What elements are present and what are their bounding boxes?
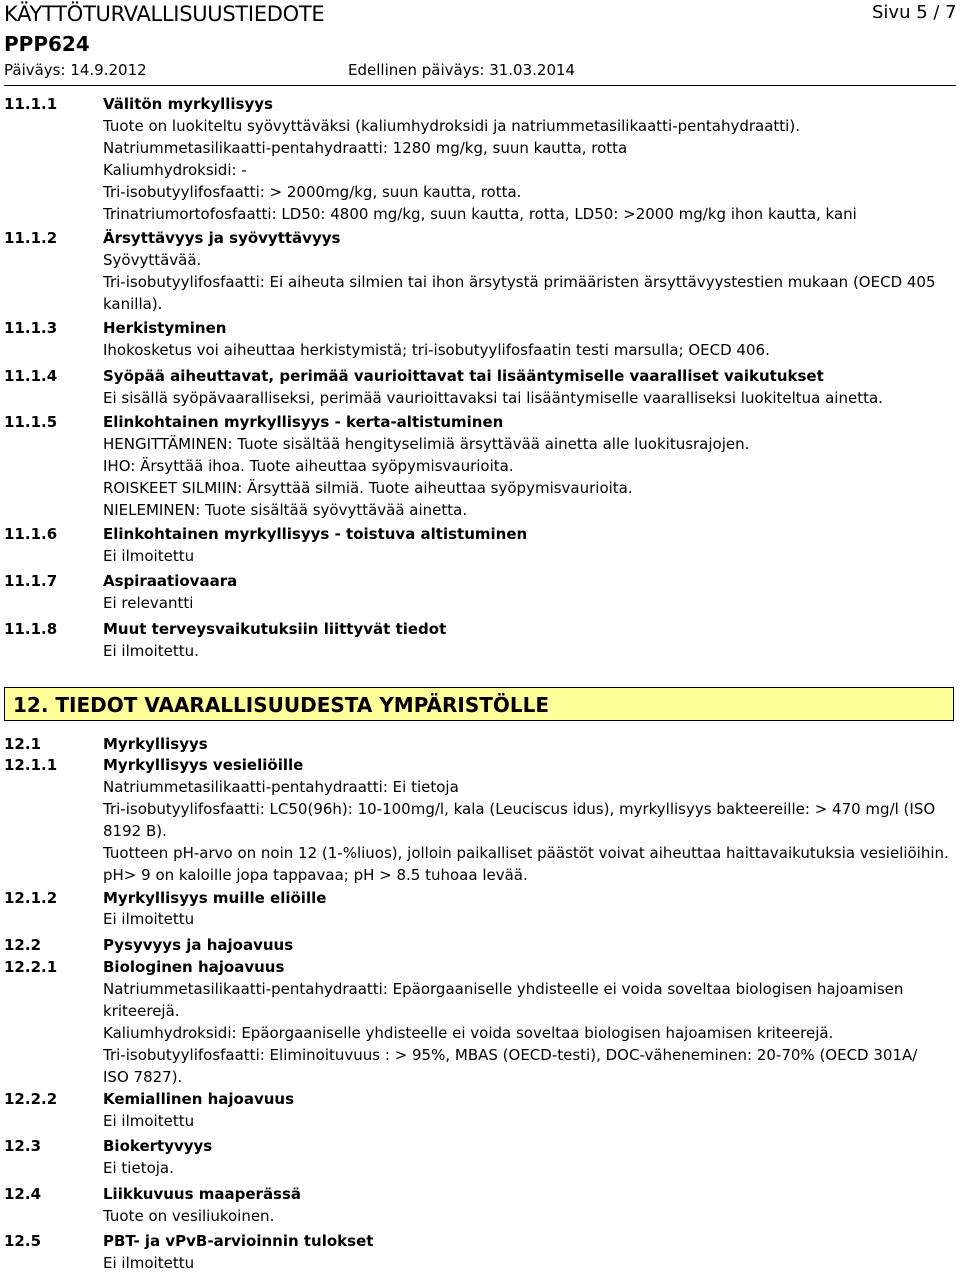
body-text-line: Natriummetasilikaatti-pentahydraatti: Ei tietoja [103, 778, 459, 796]
section-number: 11.1.5 [4, 413, 58, 431]
body-text-line: Tri-isobutyylifosfaatti: > 2000mg/kg, suun kautta, rotta. [103, 183, 522, 201]
section-number: 11.1.8 [4, 620, 58, 638]
section-number: 11.1.3 [4, 319, 58, 337]
body-text-line: pH> 9 on kaloille jopa tappavaa; pH > 8.5 tuhoaa levää. [103, 866, 528, 884]
section-title: Myrkyllisyys muille eliöille [103, 889, 327, 907]
section-heading: 12. TIEDOT VAARALLISUUDESTA YMPÄRISTÖLLE [13, 693, 550, 717]
page-number: Sivu 5 / 7 [872, 2, 957, 23]
body-text-line: Ihokosketus voi aiheuttaa herkistymistä; tri-isobutyylifosfaatin testi marsulla; OECD 406. [103, 341, 770, 359]
section-title: Liikkuvuus maaperässä [103, 1185, 302, 1203]
body-text-line: kriteerejä. [103, 1002, 180, 1020]
section-title: Pysyvyys ja hajoavuus [103, 936, 294, 954]
section-number: 12.1.1 [4, 756, 58, 774]
body-text-line: Tri-isobutyylifosfaatti: LC50(96h): 10-100mg/l, kala (Leuciscus idus), myrkyllisyys bakteereille: > 470 mg/l (ISO [103, 800, 936, 818]
document-title: KÄYTTÖTURVALLISUUSTIEDOTE [4, 2, 325, 26]
body-text-line: Ei sisällä syöpävaaralliseksi, perimää vaurioittavaksi tai lisääntymiselle vaaralliseksi luokiteltua ainetta. [103, 389, 883, 407]
section-title: Aspiraatiovaara [103, 572, 238, 590]
section-number: 12.3 [4, 1137, 42, 1155]
body-text-line: Tri-isobutyylifosfaatti: Ei aiheuta silmien tai ihon ärsytystä primääristen ärsyttävyystestien mukaan (OECD 405 [103, 273, 936, 291]
section-number: 12.1.2 [4, 889, 58, 907]
section-number: 12.1 [4, 735, 42, 753]
section-title: PBT- ja vPvB-arvioinnin tulokset [103, 1232, 374, 1250]
section-number: 11.1.2 [4, 229, 58, 247]
body-text-line: Ei relevantti [103, 594, 194, 612]
body-text-line: Ei ilmoitettu. [103, 642, 199, 660]
header-divider [4, 85, 956, 86]
body-text-line: IHO: Ärsyttää ihoa. Tuote aiheuttaa syöpymisvaurioita. [103, 457, 514, 475]
section-heading-box [4, 687, 954, 721]
body-text-line: HENGITTÄMINEN: Tuote sisältää hengityselimiä ärsyttävää ainetta alle luokitusrajojen. [103, 435, 750, 453]
section-number: 11.1.1 [4, 95, 58, 113]
product-code: PPP624 [4, 32, 90, 56]
body-text-line: Ei tietoja. [103, 1159, 174, 1177]
body-text-line: Tuote on vesiliukoinen. [103, 1207, 275, 1225]
body-text-line: Ei ilmoitettu [103, 1112, 195, 1130]
body-text-line: Natriummetasilikaatti-pentahydraatti: Epäorgaaniselle yhdisteelle ei voida soveltaa biologisen hajoamisen [103, 980, 904, 998]
body-text-line: Syövyttävää. [103, 251, 202, 269]
issue-date: Päiväys: 14.9.2012 [4, 61, 147, 79]
section-title: Biokertyvyys [103, 1137, 213, 1155]
section-title: Biologinen hajoavuus [103, 958, 285, 976]
body-text-line: Tuotteen pH-arvo on noin 12 (1-%liuos), jolloin paikalliset päästöt voivat aiheuttaa haittavaikutuksia vesieliöihin. [103, 844, 949, 862]
body-text-line: Tuote on luokiteltu syövyttäväksi (kaliumhydroksidi ja natriummetasilikaatti-pentahydraatti). [103, 117, 800, 135]
section-title: Myrkyllisyys [103, 735, 208, 753]
body-text-line: ROISKEET SILMIIN: Ärsyttää silmiä. Tuote aiheuttaa syöpymisvaurioita. [103, 479, 633, 497]
section-title: Ärsyttävyys ja syövyttävyys [103, 229, 341, 247]
body-text-line: Trinatriumortofosfaatti: LD50: 4800 mg/kg, suun kautta, rotta, LD50: >2000 mg/kg ihon kautta, kani [103, 205, 857, 223]
body-text-line: Ei ilmoitettu [103, 910, 195, 928]
section-number: 11.1.4 [4, 367, 58, 385]
section-number: 12.2.2 [4, 1090, 58, 1108]
body-text-line: Kaliumhydroksidi: Epäorgaaniselle yhdisteelle ei voida soveltaa biologisen hajoamisen kriteerejä. [103, 1024, 834, 1042]
body-text-line: Kaliumhydroksidi: - [103, 161, 247, 179]
section-title: Syöpää aiheuttavat, perimää vaurioittavat tai lisääntymiselle vaaralliset vaikutukset [103, 367, 824, 385]
body-text-line: ISO 7827). [103, 1068, 183, 1086]
previous-date: Edellinen päiväys: 31.03.2014 [348, 61, 576, 79]
section-number: 11.1.7 [4, 572, 58, 590]
section-title: Elinkohtainen myrkyllisyys - kerta-altistuminen [103, 413, 504, 431]
section-title: Elinkohtainen myrkyllisyys - toistuva altistuminen [103, 525, 528, 543]
body-text-line: Natriummetasilikaatti-pentahydraatti: 1280 mg/kg, suun kautta, rotta [103, 139, 628, 157]
section-number: 11.1.6 [4, 525, 58, 543]
body-text-line: Ei ilmoitettu [103, 1254, 195, 1272]
section-number: 12.5 [4, 1232, 42, 1250]
section-number: 12.2 [4, 936, 42, 954]
section-number: 12.2.1 [4, 958, 58, 976]
body-text-line: kanilla). [103, 295, 163, 313]
section-title: Muut terveysvaikutuksiin liittyvät tiedot [103, 620, 447, 638]
body-text-line: NIELEMINEN: Tuote sisältää syövyttävää ainetta. [103, 501, 468, 519]
section-number: 12.4 [4, 1185, 42, 1203]
body-text-line: 8192 B). [103, 822, 167, 840]
body-text-line: Ei ilmoitettu [103, 547, 195, 565]
section-title: Herkistyminen [103, 319, 227, 337]
section-title: Välitön myrkyllisyys [103, 95, 273, 113]
section-title: Myrkyllisyys vesieliöille [103, 756, 304, 774]
body-text-line: Tri-isobutyylifosfaatti: Eliminoituvuus : > 95%, MBAS (OECD-testi), DOC-väheneminen: 20-70% (OECD 301A/ [103, 1046, 918, 1064]
section-title: Kemiallinen hajoavuus [103, 1090, 295, 1108]
